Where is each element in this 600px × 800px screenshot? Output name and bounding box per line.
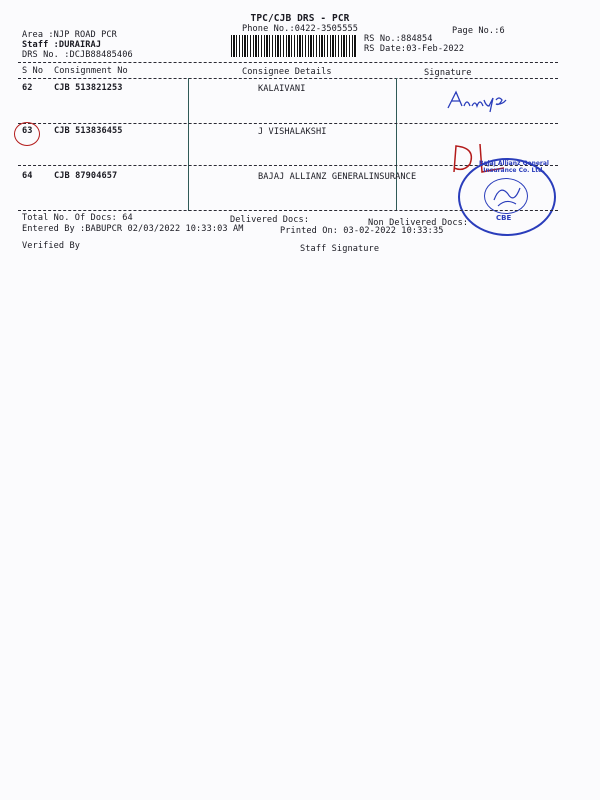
row-consignee: BAJAJ ALLIANZ GENERALINSURANCE (258, 172, 417, 182)
row-sno: 64 (22, 171, 33, 181)
staff-signature: Staff Signature (300, 244, 380, 254)
divider (18, 78, 558, 79)
row-consignee: J VISHALAKSHI (258, 127, 327, 137)
column-divider (396, 78, 397, 211)
column-header-signature: Signature (424, 68, 472, 78)
divider (18, 62, 558, 63)
divider (18, 123, 558, 124)
document-title: TPC/CJB DRS - PCR (250, 13, 350, 24)
area-field: Area :NJP ROAD PCR (22, 30, 117, 40)
column-header-consignment: Consignment No (54, 66, 128, 76)
row-consignee: KALAIVANI (258, 84, 306, 94)
phone-number: Phone No.:0422-3505555 (241, 24, 359, 34)
verified-by: Verified By (22, 241, 81, 251)
drs-number: DRS No. :DCJB88485406 (22, 50, 133, 60)
stamp-text: Bajaj Allianz General Insurance Co. Ltd. (479, 160, 549, 174)
row-sno: 62 (22, 83, 33, 93)
column-header-sno: S No (22, 66, 44, 76)
printed-on: Printed On: 03-02-2022 10:33:35 (280, 226, 444, 236)
page-number: Page No.:6 (452, 26, 505, 36)
column-divider (188, 78, 189, 211)
rs-date: RS Date:03-Feb-2022 (364, 44, 465, 54)
column-header-consignee: Consignee Details (242, 67, 332, 77)
total-docs: Total No. Of Docs: 64 (22, 213, 133, 223)
staff-field: Staff :DURAIRAJ (22, 40, 102, 50)
row-consignment: CJB 87904657 (54, 171, 118, 181)
stamp-signature (490, 180, 524, 210)
row-consignment: CJB 513821253 (54, 83, 123, 93)
divider (18, 210, 558, 211)
rs-number: RS No.:884854 (364, 34, 433, 44)
entered-by: Entered By :BABUPCR 02/03/2022 10:33:03 AM (22, 224, 244, 234)
stamp-city: CBE (496, 214, 512, 222)
non-delivered-docs: Non Delivered Docs: (368, 218, 469, 228)
signature-ananya (444, 86, 524, 114)
barcode (231, 35, 357, 57)
row-consignment: CJB 513836455 (54, 126, 123, 136)
delivered-docs: Delivered Docs: (230, 215, 310, 225)
row-sno: 63 (22, 126, 33, 136)
